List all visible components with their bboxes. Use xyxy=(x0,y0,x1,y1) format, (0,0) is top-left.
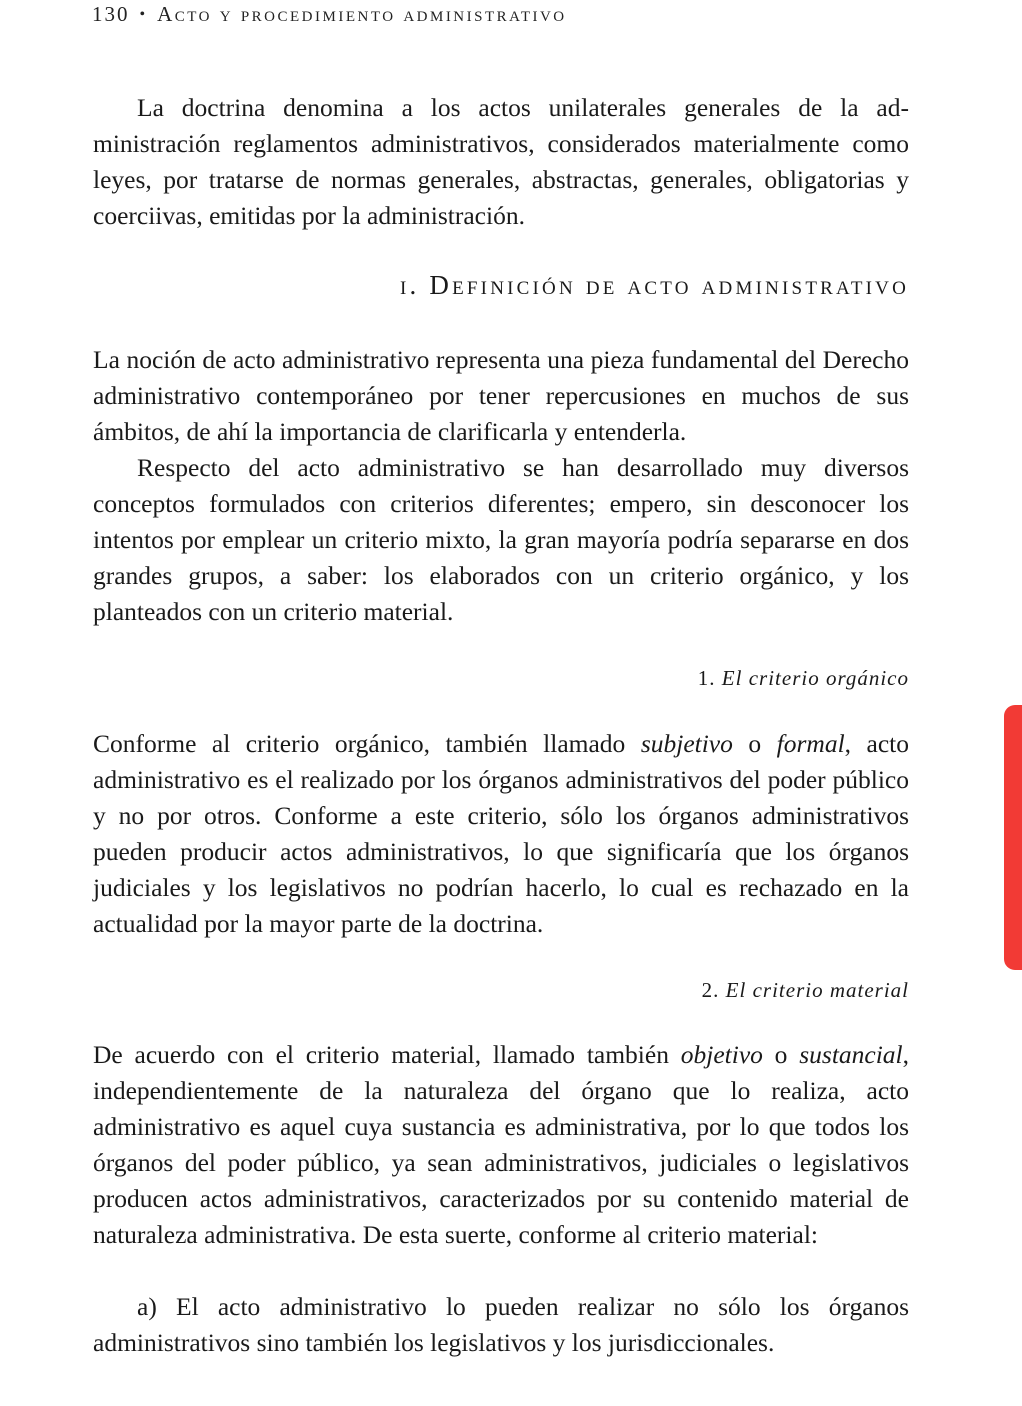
subsection-1-paragraph xyxy=(93,726,909,942)
term-sustancial: sustancial xyxy=(799,1040,903,1069)
list-item-a: a) El acto administrativo lo pueden realizar no sólo los órganos administrativos sino también los legislativos y los jurisdiccionales. xyxy=(93,1292,909,1357)
subsection-1-text-start: Conforme al criterio orgánico, también llamado xyxy=(93,729,641,758)
separator: • xyxy=(139,6,148,23)
connector: o xyxy=(762,1040,800,1069)
intro-paragraph: La doctrina denomina a los actos unilaterales generales de la administración reglamentos administrativos, considerados materialmente como leyes, por tratarse de normas generales, abstractas, generales, obligatorias y coerciivas, emitidas por la administración. xyxy=(93,93,909,230)
scrollbar-handle[interactable] xyxy=(1004,705,1022,970)
running-head xyxy=(92,2,567,27)
subsection-1-text-rest: , acto administrativo es el realizado por los órganos administrativos del poder público y no por otros. Conforme a este criterio, sólo los órganos administrativos pueden producir actos administrativos, lo que significaría que los órganos judiciales y los legislativos no podrían hacerlo, lo cual es rechazado en la actualidad por la mayor parte de la doctrina. xyxy=(93,729,909,938)
subsection-2-number: 2. xyxy=(701,978,720,1002)
subsection-1-title: El criterio orgánico xyxy=(721,666,909,690)
running-head-title: Acto y procedimiento administrativo xyxy=(157,2,567,26)
connector: o xyxy=(732,729,777,758)
subsection-2-title: El criterio material xyxy=(725,978,909,1002)
term-formal: formal xyxy=(776,729,845,758)
section-paragraph-1: La noción de acto administrativo representa una pieza fundamental del Derecho administrativo contemporáneo por tener repercusiones en muchos de sus ámbitos, de ahí la importancia de clarificarla y entenderla. xyxy=(93,345,909,446)
subsection-1-heading xyxy=(93,666,909,691)
subsection-2-text-start: De acuerdo con el criterio material, llamado también xyxy=(93,1040,681,1069)
section-heading: i. Definición de acto administrativo xyxy=(399,270,909,300)
term-objetivo: objetivo xyxy=(680,1040,763,1069)
subsection-1-number: 1. xyxy=(697,666,716,690)
subsection-2-text-rest: , independientemente de la naturaleza del órgano que lo realiza, acto administrativo es aquel cuya sustancia es administrativa, por lo que todos los órganos del poder público, ya sean administrativos, judiciales o legislativos producen actos administrativos, caracterizados por su contenido material de naturaleza administrativa. De esta suerte, conforme al criterio material: xyxy=(93,1040,910,1249)
section-paragraph-2: Respecto del acto administrativo se han desarrollado muy diversos conceptos formulados con criterios diferentes; empero, sin desconocer los intentos por emplear un criterio mixto, la gran mayoría podría separarse en dos grandes grupos, a saber: los elaborados con un criterio orgánico, y los planteados con un criterio material. xyxy=(93,453,909,626)
subsection-2-heading xyxy=(93,978,909,1003)
subsection-2-paragraph xyxy=(93,1037,909,1253)
page-number: 130 xyxy=(92,2,130,26)
term-subjetivo: subjetivo xyxy=(640,729,733,758)
